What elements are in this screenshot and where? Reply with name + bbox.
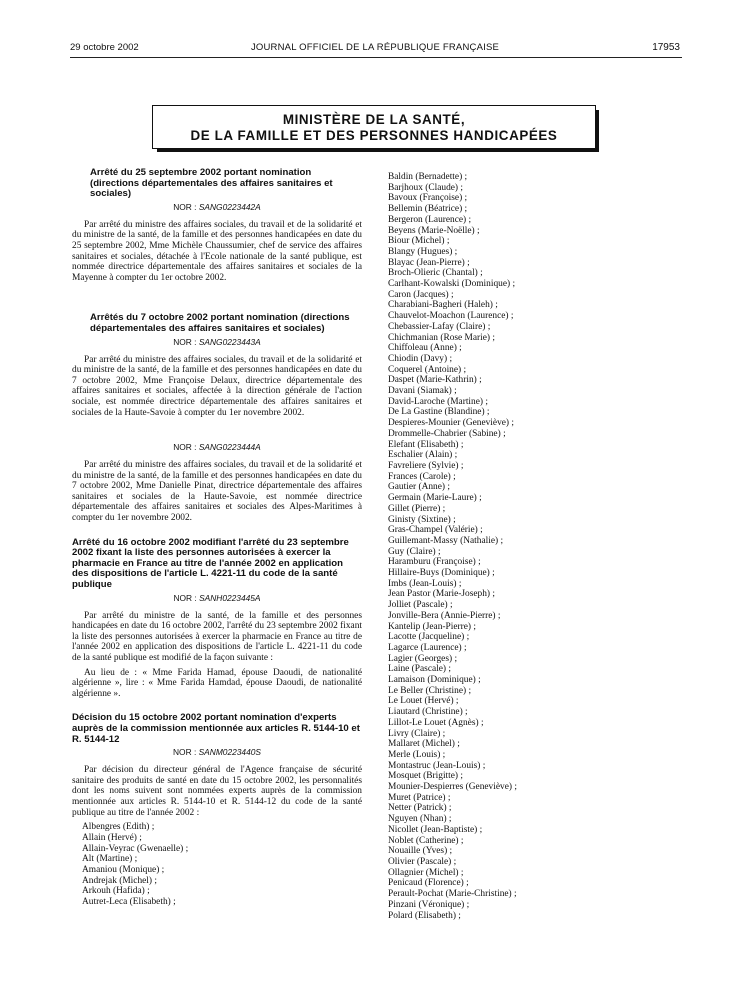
expert-name: Nouaille (Yves) ; xyxy=(388,846,453,857)
expert-name: Davani (Siamak) ; xyxy=(388,386,457,397)
expert-name: Laine (Pascale) ; xyxy=(388,664,451,675)
expert-name: Chebassier-Lafay (Claire) ; xyxy=(388,321,491,332)
expert-name: Gras-Champel (Valérie) ; xyxy=(388,525,483,536)
page-header xyxy=(70,40,680,56)
ministry-title-line1: MINISTÈRE DE LA SANTÉ, xyxy=(282,112,466,127)
expert-name: Biour (Michel) ; xyxy=(388,236,450,247)
expert-name: Amaniou (Monique) ; xyxy=(82,864,165,875)
expert-name: Broch-Olieric (Chantal) ; xyxy=(388,268,483,279)
expert-name: Despieres-Mounier (Geneviève) ; xyxy=(388,418,514,429)
section-paragraph: Par arrêté du ministre des affaires sociales, du travail et de la solidarité et du ministre de la santé, de la famille et des personnes handicapées en date du 7 octobre 2002, Mme Danielle Pinat, directrice départementale des affaires sanitaires et sociales de la Haute-Savoie, est nommée directrice départementale des affaires sanitaires et sociales des Alpes-Maritimes à compter du 1er novembre 2002. xyxy=(72,460,362,524)
nor-code: SANH0223445A xyxy=(199,592,261,603)
section-paragraph: Par arrêté du ministre des affaires sociales, du travail et de la solidarité et du ministre de la santé, de la famille et des personnes handicapées en date du 7 octobre 2002, Mme Françoise Delaux, directrice départementale des affaires sanitaires et sociales, affectée à la direction générale de l'action sociale, est nommée directrice départementale des affaires sanitaires et sociales de la Haute-Savoie à compter du 1er novembre 2002. xyxy=(72,354,362,418)
expert-name: Beyens (Marie-Noëlle) ; xyxy=(388,225,480,236)
ministry-box xyxy=(152,105,596,149)
expert-name: Blayac (Jean-Pierre) ; xyxy=(388,257,470,268)
expert-name: Mosquet (Brigitte) ; xyxy=(388,771,463,782)
expert-name: Allain-Veyrac (Gwenaelle) ; xyxy=(82,843,189,854)
page-number: 17953 xyxy=(652,42,680,53)
nor-reference xyxy=(72,202,362,212)
expert-name: Eschalier (Alain) ; xyxy=(388,450,458,461)
expert-name: Kantelip (Jean-Pierre) ; xyxy=(388,621,476,632)
expert-name: Coquerel (Antoine) ; xyxy=(388,364,467,375)
ministry-title-line2: DE LA FAMILLE ET DES PERSONNES HANDICAPÉES xyxy=(190,128,558,143)
expert-name: Pinzani (Véronique) ; xyxy=(388,899,470,910)
expert-name: Nguyen (Nhan) ; xyxy=(388,814,452,825)
expert-name: Merle (Louis) ; xyxy=(388,749,446,760)
header-rule xyxy=(70,57,682,58)
expert-name: Netter (Patrick) ; xyxy=(388,803,452,814)
right-column xyxy=(388,172,678,921)
nor-reference xyxy=(72,747,362,757)
expert-name: Chichmanian (Rose Marie) ; xyxy=(388,332,496,343)
nor-code: SANM0223440S xyxy=(198,747,261,758)
expert-name: Mounier-Despierres (Geneviève) ; xyxy=(388,782,517,793)
expert-name: David-Laroche (Martine) ; xyxy=(388,396,488,407)
expert-name: Charabiani-Bagheri (Haleh) ; xyxy=(388,300,498,311)
journal-title: JOURNAL OFFICIEL DE LA RÉPUBLIQUE FRANÇAISE xyxy=(250,42,500,53)
nor-code: SANG0223443A xyxy=(198,336,261,347)
expert-name: Chiodin (Davy) ; xyxy=(388,353,453,364)
nor-reference xyxy=(72,593,362,603)
expert-name: Livry (Claire) ; xyxy=(388,728,446,739)
header-date: 29 octobre 2002 xyxy=(70,42,139,53)
expert-name: Ginisty (Sixtine) ; xyxy=(388,514,456,525)
section-paragraph: Par arrêté du ministre des affaires sociales, du travail et de la solidarité et du ministre de la santé, de la famille et des personnes handicapées en date du 25 septembre 2002, Mme Michèle Chaussumier, chef de service des affaires sanitaires et sociales, détachée à l'Ecole nationale de la santé publique, est nommée directrice départementale des affaires sanitaires et sociales de la Mayenne à compter du 1er octobre 2002. xyxy=(72,219,362,283)
expert-name: Bergeron (Laurence) ; xyxy=(388,214,472,225)
expert-name: Guy (Claire) ; xyxy=(388,546,441,557)
expert-name: Daspet (Marie-Kathrin) ; xyxy=(388,375,482,386)
expert-name: Allain (Hervé) ; xyxy=(82,832,142,843)
expert-name: Polard (Elisabeth) ; xyxy=(388,910,461,921)
expert-name: Frances (Carole) ; xyxy=(388,471,456,482)
expert-name: Jean Pastor (Marie-Joseph) ; xyxy=(388,589,496,600)
expert-name: Ollagnier (Michel) ; xyxy=(388,867,464,878)
section-title: Arrêté du 16 octobre 2002 modifiant l'arrêté du 23 septembre 2002 fixant la liste des personnes autorisées à exercer la pharmacie en France au titre de l'année 2002 en application des dispositions de l'article L. 4221-11 du code de la santé publique xyxy=(72,536,349,591)
expert-name: Penicaud (Florence) ; xyxy=(388,878,469,889)
nor-label: NOR : xyxy=(173,747,197,758)
nor-reference xyxy=(72,442,362,452)
nor-label: NOR : xyxy=(173,442,197,453)
section-paragraph: Par arrêté du ministre de la santé, de la famille et des personnes handicapées en date du 16 octobre 2002, l'arrêté du 23 septembre 2002 fixant la liste des personnes autorisées à exercer la pharmacie en France au titre de l'année 2002 en application des dispositions de l'article L. 4221-11 du code de la santé publique est modifié de la façon suivante : xyxy=(72,610,362,663)
expert-name: Bavoux (Françoise) ; xyxy=(388,193,468,204)
expert-name: Barjhoux (Claude) ; xyxy=(388,182,463,193)
nor-label: NOR : xyxy=(173,336,197,347)
section-paragraph: Au lieu de : « Mme Farida Hamad, épouse Daoudi, de nationalité algérienne », lire : « Mme Farida Hamdad, épouse Daoudi, de nationalité algérienne ». xyxy=(72,667,362,699)
expert-name: Montastruc (Jean-Louis) ; xyxy=(388,760,486,771)
expert-name: Elefant (Elisabeth) ; xyxy=(388,439,464,450)
nor-code: SANG0223442A xyxy=(198,201,261,212)
expert-name: Favreliere (Sylvie) ; xyxy=(388,460,464,471)
expert-name: Lagarce (Laurence) ; xyxy=(388,642,467,653)
expert-name: Le Beller (Christine) ; xyxy=(388,685,472,696)
expert-name: Nicollet (Jean-Baptiste) ; xyxy=(388,824,483,835)
expert-name: Le Louet (Hervé) ; xyxy=(388,696,459,707)
expert-name: Albengres (Edith) ; xyxy=(82,822,155,833)
expert-name: Jolliet (Pascale) ; xyxy=(388,600,453,611)
experts-list-right xyxy=(388,172,678,921)
expert-name: Lamaison (Dominique) ; xyxy=(388,675,481,686)
expert-name: Drommelle-Chabrier (Sabine) ; xyxy=(388,428,506,439)
expert-name: Lacotte (Jacqueline) ; xyxy=(388,632,470,643)
expert-name: Gillet (Pierre) ; xyxy=(388,503,446,514)
left-column xyxy=(72,168,362,908)
expert-name: Chauvelot-Moachon (Laurence) ; xyxy=(388,311,514,322)
expert-name: Baldin (Bernadette) ; xyxy=(388,172,468,182)
expert-name: Lagier (Georges) ; xyxy=(388,653,458,664)
expert-name: Carlhant-Kowalski (Dominique) ; xyxy=(388,279,516,290)
expert-name: Perault-Pochat (Marie-Christine) ; xyxy=(388,889,517,900)
section-title: Arrêté du 25 septembre 2002 portant nomination (directions départementales des affaires sanitaires et sociales) xyxy=(90,167,333,200)
expert-name: Jonville-Bera (Annie-Pierre) ; xyxy=(388,610,501,621)
nor-label: NOR : xyxy=(173,201,197,212)
nor-label: NOR : xyxy=(173,592,197,603)
expert-name: Blangy (Hugues) ; xyxy=(388,246,458,257)
expert-name: Lillot-Le Louet (Agnès) ; xyxy=(388,717,484,728)
nor-reference xyxy=(72,337,362,347)
expert-name: Gautier (Anne) ; xyxy=(388,482,450,493)
expert-name: Germain (Marie-Laure) ; xyxy=(388,493,482,504)
expert-name: Arkouh (Hafida) ; xyxy=(82,886,150,897)
expert-name: Haramburu (Françoise) ; xyxy=(388,557,481,568)
expert-name: Chiffoleau (Anne) ; xyxy=(388,343,462,354)
expert-name: Olivier (Pascale) ; xyxy=(388,857,457,867)
expert-name: Guillemant-Massy (Nathalie) ; xyxy=(388,535,504,546)
expert-name: Imbs (Jean-Louis) ; xyxy=(388,578,462,589)
section-title: Arrêtés du 7 octobre 2002 portant nomination (directions départementales des affaires sanitaires et sociales) xyxy=(90,312,350,334)
expert-name: De La Gastine (Blandine) ; xyxy=(388,407,490,418)
expert-name: Autret-Leca (Elisabeth) ; xyxy=(82,897,176,908)
expert-name: Muret (Patrice) ; xyxy=(388,792,451,803)
expert-name: Alt (Martine) ; xyxy=(82,854,138,865)
expert-name: Hillaire-Buys (Dominique) ; xyxy=(388,568,495,579)
expert-name: Mallaret (Michel) ; xyxy=(388,739,460,750)
nor-code: SANG0223444A xyxy=(198,442,261,453)
experts-list-left xyxy=(72,822,362,908)
expert-name: Andrejak (Michel) ; xyxy=(82,875,157,886)
expert-name: Noblet (Catherine) ; xyxy=(388,835,464,846)
expert-name: Liautard (Christine) ; xyxy=(388,707,468,718)
section-paragraph: Par décision du directeur général de l'Agence française de sécurité sanitaire des produits de santé en date du 15 octobre 2002, les personnalités dont les noms suivent sont nommées experts auprès de la commission mentionnée aux articles R. 5144-10 et R. 5144-12 du code de la santé publique au titre de l'année 2002 : xyxy=(72,765,362,818)
expert-name: Bellemin (Béatrice) ; xyxy=(388,204,468,215)
section-title: Décision du 15 octobre 2002 portant nomination d'experts auprès de la commission mentionnée aux articles R. 5144-10 et R. 5144-12 xyxy=(72,712,360,745)
expert-name: Caron (Jacques) ; xyxy=(388,289,454,300)
